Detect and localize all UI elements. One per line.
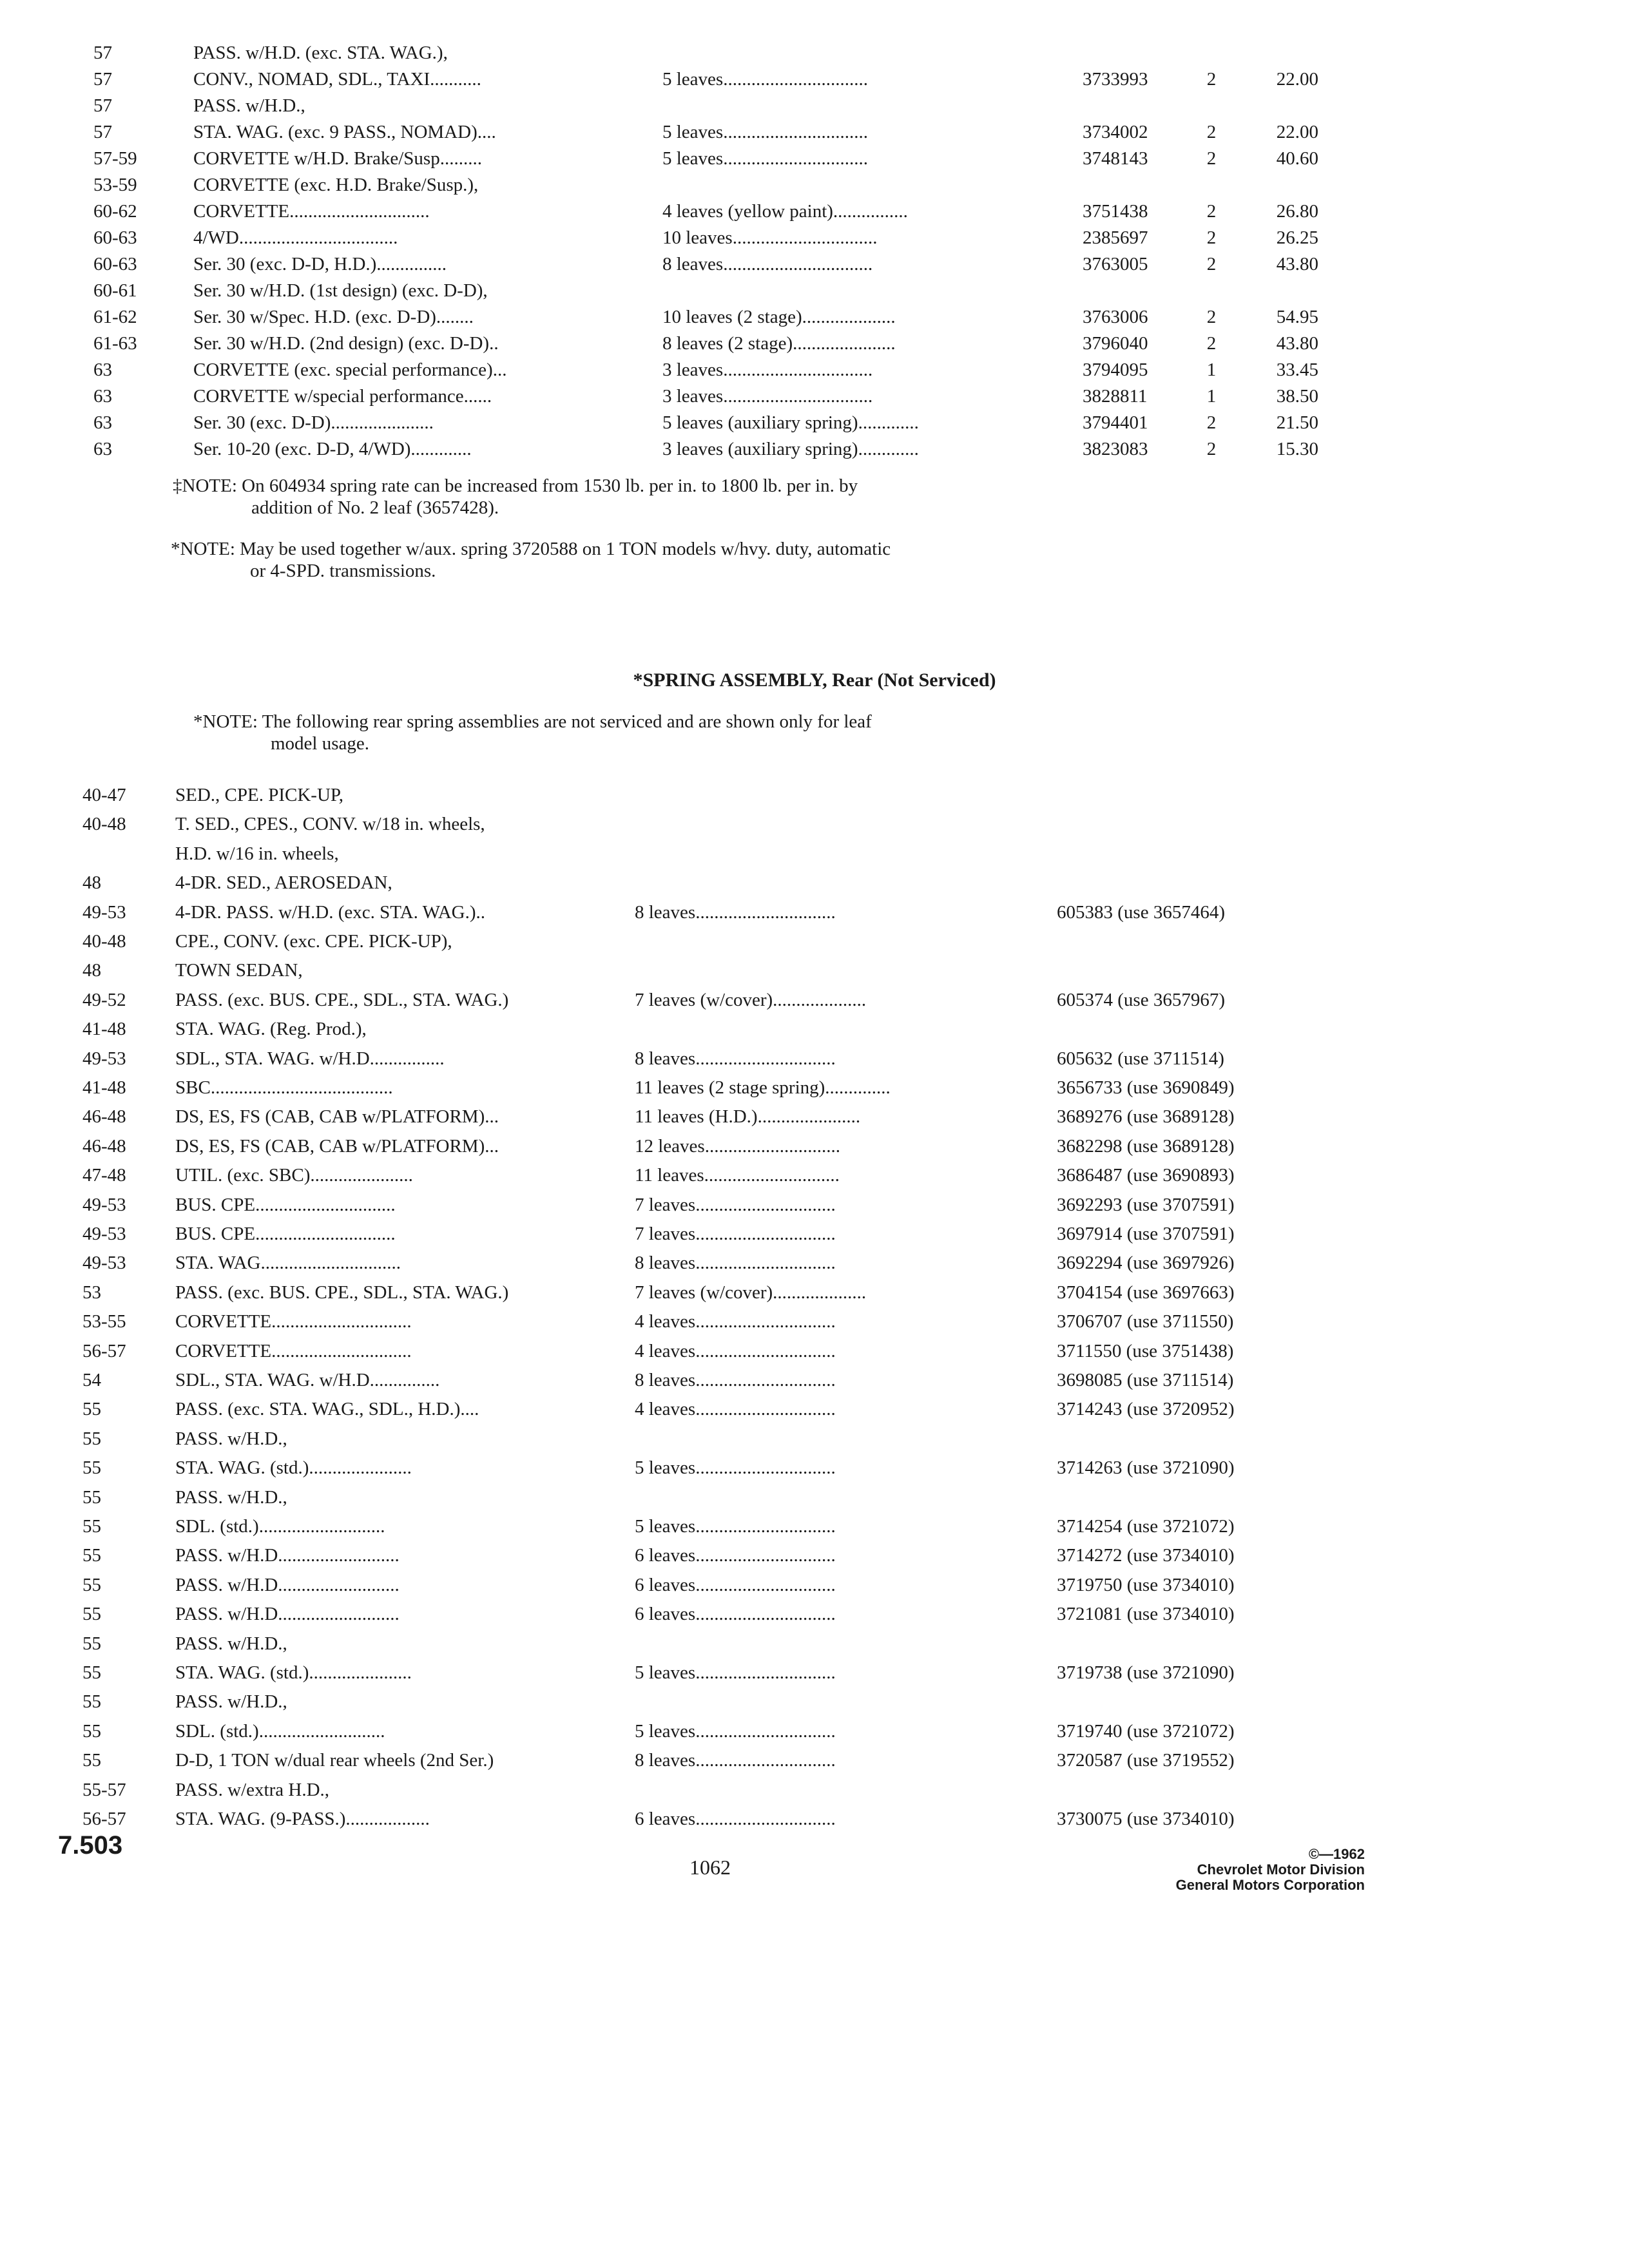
model-cell: 4-DR. PASS. w/H.D. (exc. STA. WAG.).. (175, 901, 486, 923)
desc-cell: 4 leaves.............................. (635, 1340, 836, 1361)
year-cell: 55 (82, 1457, 101, 1479)
year-cell: 61-62 (93, 307, 137, 327)
year-cell: 57-59 (93, 148, 137, 169)
year-cell: 56-57 (82, 1340, 126, 1361)
rear-row (0, 1278, 1629, 1307)
desc-cell: 6 leaves.............................. (635, 1574, 836, 1595)
desc-cell: 5 leaves.............................. (635, 1720, 836, 1742)
year-cell: 60-62 (93, 201, 137, 222)
price-cell: 40.60 (1276, 148, 1318, 169)
desc-cell: 5 leaves.............................. (635, 1662, 836, 1683)
year-cell: 57 (93, 95, 112, 116)
part-cell: 3719740 (use 3721072) (1057, 1720, 1235, 1742)
year-cell: 49-53 (82, 1253, 126, 1274)
year-cell: 63 (93, 386, 112, 407)
model-cell: SBC....................................... (175, 1077, 393, 1098)
model-cell: Ser. 30 w/Spec. H.D. (exc. D-D)........ (193, 307, 474, 327)
rear-row (0, 1776, 1629, 1804)
desc-cell: 8 leaves.............................. (635, 1048, 836, 1069)
price-cell: 26.25 (1276, 227, 1318, 248)
qty-cell: 2 (1206, 333, 1217, 354)
desc-cell: 4 leaves.............................. (635, 1399, 836, 1420)
model-cell: Ser. 30 (exc. D-D)...................... (193, 412, 434, 433)
rear-row (0, 1483, 1629, 1512)
model-cell: Ser. 30 w/H.D. (1st design) (exc. D-D), (193, 280, 488, 301)
desc-cell: 3 leaves................................ (662, 360, 873, 380)
price-cell: 43.80 (1276, 254, 1318, 274)
qty-cell: 2 (1206, 201, 1217, 222)
model-cell: Ser. 30 w/H.D. (2nd design) (exc. D-D).. (193, 333, 499, 354)
year-cell: 61-63 (93, 333, 137, 354)
part-cell: 605632 (use 3711514) (1057, 1048, 1224, 1069)
desc-cell: 10 leaves............................... (662, 227, 878, 248)
model-cell: D-D, 1 TON w/dual rear wheels (2nd Ser.) (175, 1750, 494, 1771)
part-cell: 3692294 (use 3697926) (1057, 1253, 1235, 1274)
part-cell: 3763006 (1083, 307, 1148, 327)
part-cell: 3686487 (use 3690893) (1057, 1165, 1235, 1186)
price-cell: 22.00 (1276, 69, 1318, 90)
desc-cell: 7 leaves.............................. (635, 1224, 836, 1244)
rear-row (0, 898, 1629, 927)
desc-cell: 4 leaves (yellow paint)................ (662, 201, 908, 222)
part-cell: 3823083 (1083, 439, 1148, 459)
year-cell: 41-48 (82, 1077, 126, 1098)
rear-row (0, 986, 1629, 1014)
year-cell: 41-48 (82, 1019, 126, 1040)
desc-cell: 3 leaves (auxiliary spring)............. (662, 439, 919, 459)
year-cell: 49-53 (82, 1224, 126, 1244)
part-cell: 605383 (use 3657464) (1057, 901, 1225, 923)
model-cell: 4-DR. SED., AEROSEDAN, (175, 872, 392, 894)
price-cell: 22.00 (1276, 122, 1318, 142)
model-cell: CPE., CONV. (exc. CPE. PICK-UP), (175, 931, 452, 952)
year-cell: 53-55 (82, 1311, 126, 1332)
year-cell: 55 (82, 1720, 101, 1742)
rear-row (0, 840, 1629, 868)
year-cell: 55 (82, 1691, 101, 1713)
price-cell: 54.95 (1276, 307, 1318, 327)
desc-cell: 11 leaves............................. (635, 1165, 840, 1186)
rear-row (0, 1220, 1629, 1248)
desc-cell: 8 leaves.............................. (635, 1750, 836, 1771)
front-row (0, 39, 1629, 67)
front-row (0, 118, 1629, 146)
rear-row (0, 1571, 1629, 1599)
rear-row (0, 810, 1629, 838)
part-cell: 3682298 (use 3689128) (1057, 1135, 1235, 1157)
model-cell: CORVETTE.............................. (175, 1340, 412, 1361)
rear-row (0, 1687, 1629, 1716)
year-cell: 55 (82, 1604, 101, 1625)
model-cell: PASS. w/H.D., (175, 1633, 287, 1654)
desc-cell: 11 leaves (2 stage spring).............. (635, 1077, 891, 1098)
section-note-cont: model usage. (271, 733, 370, 754)
model-cell: PASS. w/H.D., (175, 1691, 287, 1713)
part-cell: 3656733 (use 3690849) (1057, 1077, 1235, 1098)
rear-row (0, 1191, 1629, 1219)
rear-row (0, 1425, 1629, 1453)
model-cell: CORVETTE w/special performance...... (193, 386, 492, 407)
desc-cell: 5 leaves.............................. (635, 1457, 836, 1479)
model-cell: PASS. (exc. STA. WAG., SDL., H.D.).... (175, 1399, 479, 1420)
model-cell: PASS. (exc. BUS. CPE., SDL., STA. WAG.) (175, 1282, 509, 1303)
model-cell: DS, ES, FS (CAB, CAB w/PLATFORM)... (175, 1106, 499, 1128)
copyright-year: ©—1962 (1308, 1846, 1365, 1862)
model-cell: STA. WAG. (std.)...................... (175, 1662, 412, 1683)
rear-row (0, 1102, 1629, 1131)
corporation-name: General Motors Corporation (1175, 1877, 1365, 1893)
model-cell: PASS. w/H.D.......................... (175, 1574, 400, 1595)
model-cell: PASS. w/H.D., (175, 1428, 287, 1449)
model-cell: SED., CPE. PICK-UP, (175, 785, 344, 805)
rear-row (0, 1395, 1629, 1423)
price-cell: 43.80 (1276, 333, 1318, 354)
qty-cell: 2 (1206, 307, 1217, 327)
year-cell: 60-61 (93, 280, 137, 301)
rear-row (0, 956, 1629, 985)
model-cell: SDL. (std.)........................... (175, 1720, 385, 1742)
model-cell: BUS. CPE.............................. (175, 1224, 396, 1244)
rear-row (0, 1600, 1629, 1628)
part-cell: 3711550 (use 3751438) (1057, 1340, 1234, 1361)
model-cell: Ser. 30 (exc. D-D, H.D.)............... (193, 254, 447, 274)
price-cell: 33.45 (1276, 360, 1318, 380)
model-cell: 4/WD.................................. (193, 227, 398, 248)
rear-row (0, 1658, 1629, 1687)
part-cell: 3796040 (1083, 333, 1148, 354)
front-row (0, 408, 1629, 437)
qty-cell: 1 (1206, 386, 1217, 407)
part-cell: 3714254 (use 3721072) (1057, 1516, 1235, 1537)
part-cell: 3794401 (1083, 412, 1148, 433)
year-cell: 55 (82, 1428, 101, 1449)
rear-row (0, 869, 1629, 897)
rear-row (0, 1746, 1629, 1774)
model-cell: STA. WAG. (std.)...................... (175, 1457, 412, 1479)
rear-row (0, 1629, 1629, 1658)
price-cell: 21.50 (1276, 412, 1318, 433)
part-cell: 3714263 (use 3721090) (1057, 1457, 1235, 1479)
desc-cell: 5 leaves.............................. (635, 1516, 836, 1537)
year-cell: 55 (82, 1574, 101, 1595)
rear-row (0, 781, 1629, 809)
model-cell: STA. WAG. (9-PASS.).................. (175, 1809, 430, 1829)
model-cell: STA. WAG. (exc. 9 PASS., NOMAD).... (193, 122, 496, 142)
year-cell: 57 (93, 122, 112, 142)
part-cell: 3706707 (use 3711550) (1057, 1311, 1234, 1332)
year-cell: 49-52 (82, 989, 126, 1010)
desc-cell: 5 leaves............................... (662, 69, 868, 90)
model-cell: PASS. w/H.D.......................... (175, 1604, 400, 1625)
desc-cell: 8 leaves.............................. (635, 1370, 836, 1390)
front-row (0, 382, 1629, 410)
part-cell: 3763005 (1083, 254, 1148, 274)
model-cell: SDL., STA. WAG. w/H.D................ (175, 1048, 445, 1069)
qty-cell: 2 (1206, 439, 1217, 459)
desc-cell: 6 leaves.............................. (635, 1809, 836, 1829)
note-spring-rate: ‡NOTE: On 604934 spring rate can be increased from 1530 lb. per in. to 1800 lb. per in. by (173, 476, 858, 496)
qty-cell: 2 (1206, 148, 1217, 169)
desc-cell: 8 leaves.............................. (635, 901, 836, 923)
front-row (0, 250, 1629, 278)
qty-cell: 2 (1206, 122, 1217, 142)
model-cell: CORVETTE w/H.D. Brake/Susp......... (193, 148, 482, 169)
model-cell: PASS. (exc. BUS. CPE., SDL., STA. WAG.) (175, 989, 509, 1010)
desc-cell: 5 leaves............................... (662, 122, 868, 142)
front-row (0, 91, 1629, 120)
model-cell: PASS. w/H.D. (exc. STA. WAG.), (193, 43, 448, 63)
front-row (0, 197, 1629, 226)
desc-cell: 11 leaves (H.D.)...................... (635, 1106, 861, 1128)
rear-row (0, 1805, 1629, 1833)
qty-cell: 2 (1206, 227, 1217, 248)
front-row (0, 276, 1629, 305)
part-cell: 3720587 (use 3719552) (1057, 1750, 1235, 1771)
price-cell: 26.80 (1276, 201, 1318, 222)
desc-cell: 7 leaves (w/cover).................... (635, 1282, 867, 1303)
desc-cell: 3 leaves................................ (662, 386, 873, 407)
copyright-block (1176, 1847, 1365, 1893)
front-row (0, 224, 1629, 252)
year-cell: 60-63 (93, 227, 137, 248)
model-cell: CORVETTE (exc. special performance)... (193, 360, 507, 380)
model-cell: STA. WAG.............................. (175, 1253, 401, 1274)
desc-cell: 8 leaves................................ (662, 254, 873, 274)
part-cell: 3719750 (use 3734010) (1057, 1574, 1235, 1595)
price-cell: 38.50 (1276, 386, 1318, 407)
model-cell: UTIL. (exc. SBC)...................... (175, 1165, 413, 1186)
year-cell: 55 (82, 1486, 101, 1508)
folio-number: 1062 (689, 1856, 731, 1879)
year-cell: 55 (82, 1545, 101, 1566)
year-cell: 49-53 (82, 1194, 126, 1215)
year-cell: 55-57 (82, 1779, 126, 1800)
model-cell: CORVETTE (exc. H.D. Brake/Susp.), (193, 175, 479, 195)
part-cell: 3828811 (1083, 386, 1148, 407)
qty-cell: 1 (1206, 360, 1217, 380)
model-cell: Ser. 10-20 (exc. D-D, 4/WD)............. (193, 439, 472, 459)
model-cell: BUS. CPE.............................. (175, 1194, 396, 1215)
note-spring-rate-cont: addition of No. 2 leaf (3657428). (251, 497, 499, 518)
rear-row (0, 1512, 1629, 1541)
part-cell: 3697914 (use 3707591) (1057, 1224, 1235, 1244)
part-cell: 3734002 (1083, 122, 1148, 142)
year-cell: 63 (93, 439, 112, 459)
year-cell: 63 (93, 412, 112, 433)
front-row (0, 329, 1629, 358)
part-cell: 3698085 (use 3711514) (1057, 1370, 1234, 1390)
model-cell: SDL. (std.)........................... (175, 1516, 385, 1537)
part-cell: 3748143 (1083, 148, 1148, 169)
year-cell: 55 (82, 1750, 101, 1771)
model-cell: STA. WAG. (Reg. Prod.), (175, 1019, 367, 1040)
part-cell: 3733993 (1083, 69, 1148, 90)
year-cell: 49-53 (82, 901, 126, 923)
desc-cell: 6 leaves.............................. (635, 1545, 836, 1566)
rear-row (0, 1541, 1629, 1570)
year-cell: 55 (82, 1516, 101, 1537)
year-cell: 63 (93, 360, 112, 380)
year-cell: 53 (82, 1282, 101, 1303)
division-name: Chevrolet Motor Division (1197, 1861, 1365, 1878)
desc-cell: 6 leaves.............................. (635, 1604, 836, 1625)
year-cell: 53-59 (93, 175, 137, 195)
year-cell: 46-48 (82, 1106, 126, 1128)
year-cell: 57 (93, 69, 112, 90)
rear-row (0, 1073, 1629, 1102)
model-cell: H.D. w/16 in. wheels, (175, 843, 339, 864)
model-cell: PASS. w/H.D., (193, 95, 305, 116)
part-cell: 3704154 (use 3697663) (1057, 1282, 1235, 1303)
part-cell: 3714243 (use 3720952) (1057, 1399, 1235, 1420)
model-cell: T. SED., CPES., CONV. w/18 in. wheels, (175, 814, 485, 835)
qty-cell: 2 (1206, 254, 1217, 274)
desc-cell: 4 leaves.............................. (635, 1311, 836, 1332)
qty-cell: 2 (1206, 412, 1217, 433)
year-cell: 60-63 (93, 254, 137, 274)
rear-row (0, 1161, 1629, 1189)
model-cell: CONV., NOMAD, SDL., TAXI........... (193, 69, 481, 90)
part-cell: 3730075 (use 3734010) (1057, 1809, 1235, 1829)
year-cell: 48 (82, 872, 101, 894)
desc-cell: 10 leaves (2 stage).................... (662, 307, 896, 327)
year-cell: 47-48 (82, 1165, 126, 1186)
part-cell: 605374 (use 3657967) (1057, 989, 1225, 1010)
year-cell: 56-57 (82, 1809, 126, 1829)
front-row (0, 303, 1629, 331)
part-cell: 3721081 (use 3734010) (1057, 1604, 1235, 1625)
model-cell: PASS. w/H.D., (175, 1486, 287, 1508)
rear-row (0, 927, 1629, 956)
rear-row (0, 1717, 1629, 1745)
part-cell: 3692293 (use 3707591) (1057, 1194, 1235, 1215)
year-cell: 54 (82, 1370, 101, 1390)
rear-row (0, 1366, 1629, 1394)
rear-row (0, 1307, 1629, 1336)
year-cell: 55 (82, 1662, 101, 1683)
desc-cell: 7 leaves.............................. (635, 1194, 836, 1215)
note-aux-spring-cont: or 4-SPD. transmissions. (250, 561, 436, 581)
model-cell: TOWN SEDAN, (175, 960, 303, 981)
part-cell: 3719738 (use 3721090) (1057, 1662, 1235, 1683)
rear-row (0, 1044, 1629, 1073)
desc-cell: 12 leaves............................. (635, 1135, 840, 1157)
front-row (0, 144, 1629, 173)
qty-cell: 2 (1206, 69, 1217, 90)
part-cell: 2385697 (1083, 227, 1148, 248)
front-row (0, 435, 1629, 463)
year-cell: 49-53 (82, 1048, 126, 1069)
model-cell: SDL., STA. WAG. w/H.D............... (175, 1370, 440, 1390)
price-cell: 15.30 (1276, 439, 1318, 459)
year-cell: 55 (82, 1633, 101, 1654)
desc-cell: 7 leaves (w/cover).................... (635, 989, 867, 1010)
rear-row (0, 1337, 1629, 1365)
front-row (0, 65, 1629, 93)
part-cell: 3794095 (1083, 360, 1148, 380)
desc-cell: 8 leaves (2 stage)...................... (662, 333, 896, 354)
desc-cell: 8 leaves.............................. (635, 1253, 836, 1274)
year-cell: 57 (93, 43, 112, 63)
rear-row (0, 1015, 1629, 1043)
section-note: *NOTE: The following rear spring assemblies are not serviced and are shown only for leaf (193, 711, 872, 732)
year-cell: 46-48 (82, 1135, 126, 1157)
year-cell: 48 (82, 960, 101, 981)
part-cell: 3714272 (use 3734010) (1057, 1545, 1235, 1566)
model-cell: CORVETTE.............................. (193, 201, 430, 222)
year-cell: 55 (82, 1399, 101, 1420)
front-row (0, 356, 1629, 384)
note-aux-spring: *NOTE: May be used together w/aux. spring 3720588 on 1 TON models w/hvy. duty, automatic (171, 539, 891, 559)
year-cell: 40-47 (82, 785, 126, 805)
year-cell: 40-48 (82, 931, 126, 952)
model-cell: DS, ES, FS (CAB, CAB w/PLATFORM)... (175, 1135, 499, 1157)
model-cell: PASS. w/extra H.D., (175, 1779, 330, 1800)
part-cell: 3689276 (use 3689128) (1057, 1106, 1235, 1128)
part-cell: 3751438 (1083, 201, 1148, 222)
year-cell: 40-48 (82, 814, 126, 835)
desc-cell: 5 leaves............................... (662, 148, 868, 169)
section-heading: *SPRING ASSEMBLY, Rear (Not Serviced) (633, 669, 996, 691)
page-number: 7.503 (58, 1831, 123, 1860)
model-cell: PASS. w/H.D.......................... (175, 1545, 400, 1566)
model-cell: CORVETTE.............................. (175, 1311, 412, 1332)
desc-cell: 5 leaves (auxiliary spring)............. (662, 412, 919, 433)
rear-row (0, 1454, 1629, 1482)
rear-row (0, 1249, 1629, 1277)
front-row (0, 171, 1629, 199)
rear-row (0, 1132, 1629, 1160)
